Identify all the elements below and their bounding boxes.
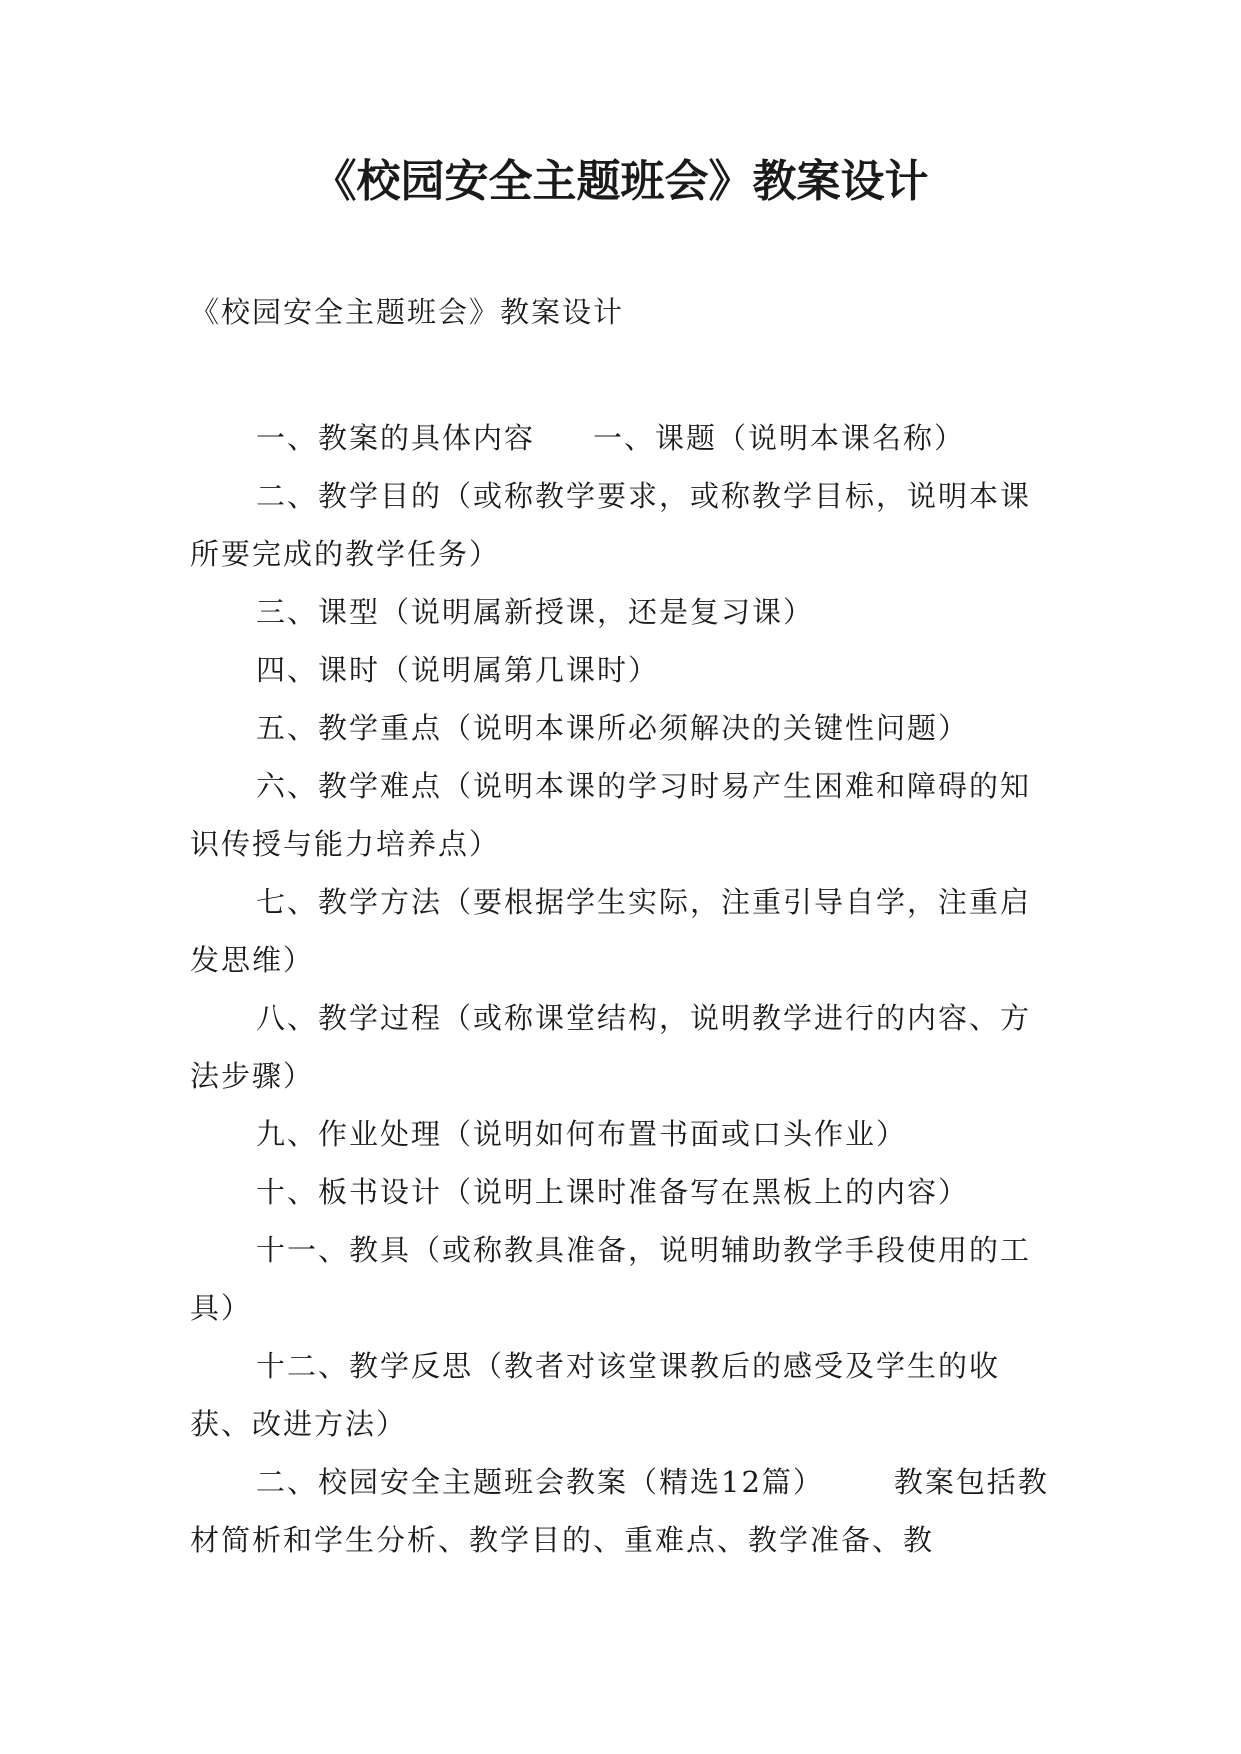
paragraph-7: 七、教学方法（要根据学生实际，注重引导自学，注重启发思维） <box>190 885 1032 977</box>
paragraph-4: 四、课时（说明属第几课时） <box>256 653 660 687</box>
paragraph-6: 六、教学难点（说明本课的学习时易产生困难和障碍的知识传授与能力培养点） <box>190 769 1032 861</box>
paragraph-13 <box>190 1453 1050 1569</box>
paragraph-13-part-2: 教案包括教材简析和学生分析、教学目的、重难点、教学准备、教 <box>190 1465 1049 1557</box>
paragraph-5: 五、教学重点（说明本课所必须解决的关键性问题） <box>256 711 970 745</box>
paragraph-9: 九、作业处理（说明如何布置书面或口头作业） <box>256 1117 908 1151</box>
document-body <box>190 409 1050 1569</box>
paragraph-3: 三、课型（说明属新授课，还是复习课） <box>256 595 815 629</box>
paragraph-8: 八、教学过程（或称课堂结构，说明教学进行的内容、方法步骤） <box>190 1001 1032 1093</box>
document-subtitle: 《校园安全主题班会》教案设计 <box>190 295 625 329</box>
paragraph-1 <box>190 409 1050 467</box>
paragraph-10: 十、板书设计（说明上课时准备写在黑板上的内容） <box>256 1175 970 1209</box>
document-title: 《校园安全主题班会》教案设计 <box>312 156 929 207</box>
paragraph-2: 二、教学目的（或称教学要求，或称教学目标，说明本课所要完成的教学任务） <box>190 479 1032 571</box>
paragraph-12: 十二、教学反思（教者对该堂课教后的感受及学生的收获、改进方法） <box>190 1349 1001 1441</box>
paragraph-13-part-1: 二、校园安全主题班会教案（精选12篇） <box>256 1465 824 1499</box>
paragraph-11: 十一、教具（或称教具准备，说明辅助教学手段使用的工具） <box>190 1233 1032 1325</box>
paragraph-1-part-2: 一、课题（说明本课名称） <box>593 421 966 455</box>
paragraph-1-part-1: 一、教案的具体内容 <box>256 421 536 455</box>
